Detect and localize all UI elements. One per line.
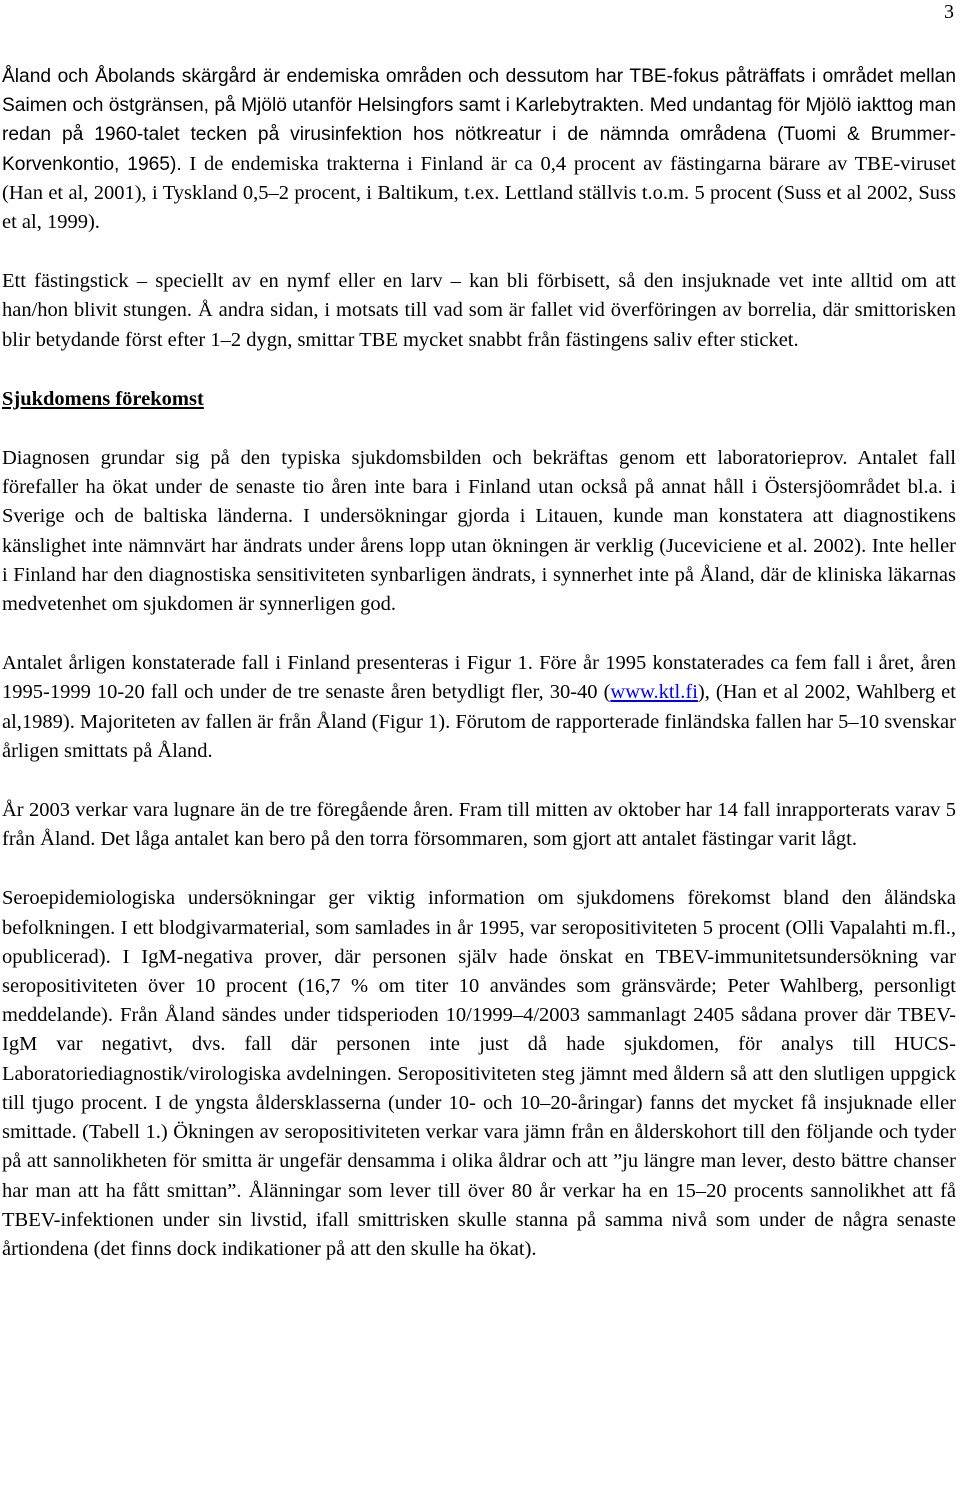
paragraph-diagnosis: Diagnosen grundar sig på den typiska sjukdomsbilden och bekräftas genom ett laboratorieprov. Antalet fall förefaller ha ökat under de senaste tio åren inte bara i Finland utan också på annat håll i Östersjöområdet bl.a. i Sverige och de baltiska länderna. I undersökningar gjorda i Litauen, kunde man konstatera att diagnostikens känslighet inte nämnvärt har ändrats under årens lopp utan ökningen är verklig (Juceviciene et al. 2002). Inte heller i Finland har den diagnostiska sensitiviteten synbarligen ändrats, i synnerhet inte på Åland, där de kliniska läkarnas medvetenhet om sjukdomen är synnerligen god.: [2, 447, 956, 616]
paragraph-endemic-areas-part1: Åland och Åbolands skärgård är endemiska områden och dessutom har TBE-fokus påträffats i området mellan Saimen och östgränsen, på Mjölö utanför Helsingfors samt i Karlebytrakten. Med undantag för Mjölö iakttog man redan på 1960-talet tecken på virusinfektion hos nötkreatur i de nämnda områdena (Tuomi & Brummer-Korvenkontio, 1965).: [2, 66, 956, 175]
paragraph-endemic-areas: [2, 62, 956, 237]
paragraph-year-2003: År 2003 verkar vara lugnare än de tre föregående åren. Fram till mitten av oktober har 14 fall inrapporterats varav 5 från Åland. Det låga antalet kan bero på den torra försommaren, som gjort att antalet fästingar varit lågt.: [2, 799, 956, 851]
page-number: 3: [944, 1, 954, 23]
paragraph-annual-cases-after-link: ), (Han et al 2002, Wahlberg et al,1989). Majoriteten av fallen är från Åland (Figur 1). Förutom de rapporterade finländska fallen har 5–10 svenskar årligen smittats på Åland.: [2, 681, 956, 762]
paragraph-tick-bite: Ett fästingstick – speciellt av en nymf eller en larv – kan bli förbisett, så den insjuknade vet inte alltid om att han/hon blivit stungen. Å andra sidan, i motsats till vad som är fallet vid överföringen av borrelia, där smittorisken blir betydande först efter 1–2 dygn, smittar TBE mycket snabbt från fästingens saliv efter sticket.: [2, 270, 956, 351]
ktl-link[interactable]: www.ktl.fi: [610, 681, 698, 704]
document-body: [2, 62, 956, 1294]
paragraph-seroepidemiology: Seroepidemiologiska undersökningar ger viktig information om sjukdomens förekomst bland den åländska befolkningen. I ett blodgivarmaterial, som samlades in år 1995, var seropositiviteten 5 procent (Olli Vapalahti m.fl., opublicerad). I IgM-negativa prover, där personen själv hade önskat en TBEV-immunitetsundersökning var seropositiviteten över 10 procent (16,7 % om titer 10 användes som gränsvärde; Peter Wahlberg, personligt meddelande). Från Åland sändes under tidsperioden 10/1999–4/2003 sammanlagt 2405 sådana prover där TBEV-IgM var negativt, dvs. fall där personen inte just då hade sjukdomen, för analys till HUCS-Laboratoriediagnostik/virologiska avdelningen. Seropositiviteten steg jämnt med åldern så att den slutligen uppgick till tjugo procent. I de yngsta åldersklasserna (under 10- och 10–20-åringar) fanns det mycket få insjuknade eller smittade. (Tabell 1.) Ökningen av seropositiviteten verkar vara jämn från en ålderskohort till den följande och tyder på att sannolikheten för smitta är ungefär densamma i olika åldrar och att ”ju längre man lever, desto bättre chanser har man att ha fått smittan”. Ålänningar som lever till över 80 år verkar ha en 15–20 procents sannolikhet att få TBEV-infektionen under sin livstid, ifall smittrisken skulle stanna på samma nivå som under de några senaste årtiondena (det finns dock indikationer på att den skulle ha ökat).: [2, 887, 956, 1260]
section-heading: Sjukdomens förekomst: [2, 387, 204, 410]
paragraph-endemic-areas-part2: I de endemiska trakterna i Finland är ca 0,4 procent av fästingarna bärare av TBE-viruset (Han et al, 2001), i Tyskland 0,5–2 procent, i Baltikum, t.ex. Lettland ställvis t.o.m. 5 procent (Suss et al 2002, Suss et al, 1999).: [2, 152, 956, 234]
paragraph-annual-cases: [2, 649, 956, 766]
paragraph-annual-cases-before-link: Antalet årligen konstaterade fall i Finland presenteras i Figur 1. Före år 1995 konstaterades ca fem fall i året, åren 1995-1999 10-20 fall och under de tre senaste åren betydligt fler, 30-40 (: [2, 652, 956, 704]
